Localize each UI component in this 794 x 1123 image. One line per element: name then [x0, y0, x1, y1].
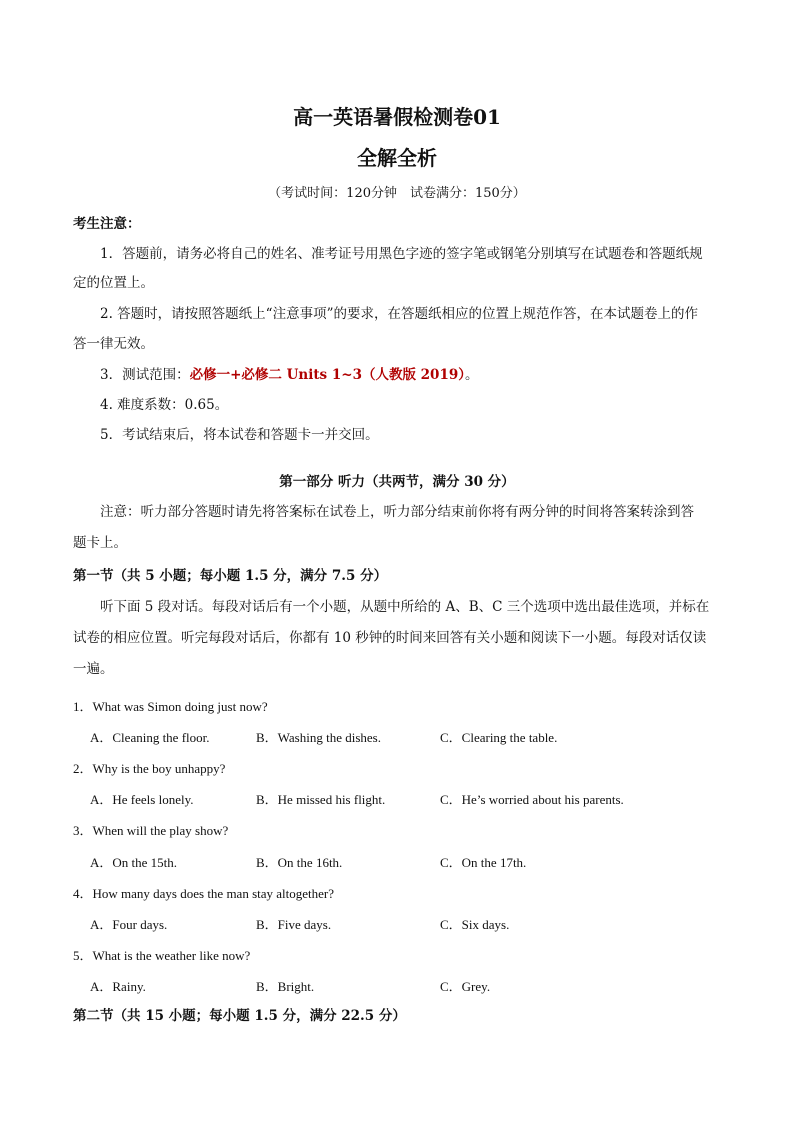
test-scope: 必修一+必修二 Units 1~3（人教版 2019）	[189, 367, 465, 383]
section1-instruction-line-3: 一遍。	[73, 661, 114, 677]
page-subtitle: 全解全析	[357, 146, 437, 170]
notice-item-1-line-1: 1．答题前，请务必将自己的姓名、准考证号用黑色字迹的签字笔或钢笔分别填写在试题卷和答题纸规	[100, 246, 703, 262]
question-2-option-a: A．He feels lonely.	[90, 792, 194, 807]
question-5-option-c: C．Grey.	[440, 979, 491, 994]
question-4: 4．How many days does the man stay altogether?	[73, 886, 335, 901]
notice-item-3-suffix: 。	[464, 367, 479, 383]
question-3-option-c: C．On the 17th.	[440, 855, 527, 870]
question-5: 5．What is the weather like now?	[73, 948, 251, 963]
question-3-option-b: B．On the 16th.	[256, 855, 343, 870]
question-3: 3．When will the play show?	[73, 823, 229, 838]
section2-heading: 第二节（共 15 小题；每小题 1.5 分，满分 22.5 分）	[73, 1008, 406, 1024]
notice-item-3	[100, 366, 750, 384]
question-3-option-a: A．On the 15th.	[90, 855, 178, 870]
exam-info: （考试时间：120分钟 试卷满分：150分）	[268, 186, 526, 201]
notice-item-1-line-2: 定的位置上。	[73, 275, 154, 291]
section1-heading: 第一节（共 5 小题；每小题 1.5 分，满分 7.5 分）	[73, 568, 388, 584]
part1-note-line-2: 题卡上。	[73, 535, 127, 551]
notice-item-2-line-1: 2. 答题时，请按照答题纸上“注意事项”的要求，在答题纸相应的位置上规范作答，在本试题卷上的作	[100, 306, 698, 322]
section1-instruction-line-2: 试卷的相应位置。听完每段对话后，你都有 10 秒钟的时间来回答有关小题和阅读下一小题。每段对话仅读	[73, 630, 707, 646]
question-2-option-c: C．He’s worried about his parents.	[440, 792, 624, 807]
part1-note-line-1: 注意：听力部分答题时请先将答案标在试卷上，听力部分结束前你将有两分钟的时间将答案转涂到答	[100, 504, 694, 520]
question-1-option-a: A．Cleaning the floor.	[90, 730, 210, 745]
question-2-option-b: B．He missed his flight.	[256, 792, 386, 807]
question-5-option-b: B．Bright.	[256, 979, 315, 994]
page-title: 高一英语暑假检测卷01	[293, 105, 501, 129]
question-4-option-a: A．Four days.	[90, 917, 168, 932]
notice-item-3-prefix: 3．测试范围：	[100, 367, 190, 383]
notice-item-4: 4. 难度系数：0.65。	[100, 397, 229, 413]
section1-instruction-line-1: 听下面 5 段对话。每段对话后有一个小题，从题中所给的 A、B、C 三个选项中选出最佳选项，并标在	[100, 599, 710, 615]
question-5-option-a: A．Rainy.	[90, 979, 146, 994]
question-4-option-b: B．Five days.	[256, 917, 332, 932]
question-1: 1．What was Simon doing just now?	[73, 699, 268, 714]
question-4-option-c: C．Six days.	[440, 917, 510, 932]
question-2: 2．Why is the boy unhappy?	[73, 761, 226, 776]
part1-heading: 第一部分 听力（共两节，满分 30 分）	[279, 474, 515, 490]
notice-heading: 考生注意：	[73, 216, 141, 232]
notice-item-2-line-2: 答一律无效。	[73, 336, 154, 352]
question-1-option-b: B．Washing the dishes.	[256, 730, 381, 745]
question-1-option-c: C．Clearing the table.	[440, 730, 558, 745]
notice-item-5: 5．考试结束后，将本试卷和答题卡一并交回。	[100, 427, 379, 443]
